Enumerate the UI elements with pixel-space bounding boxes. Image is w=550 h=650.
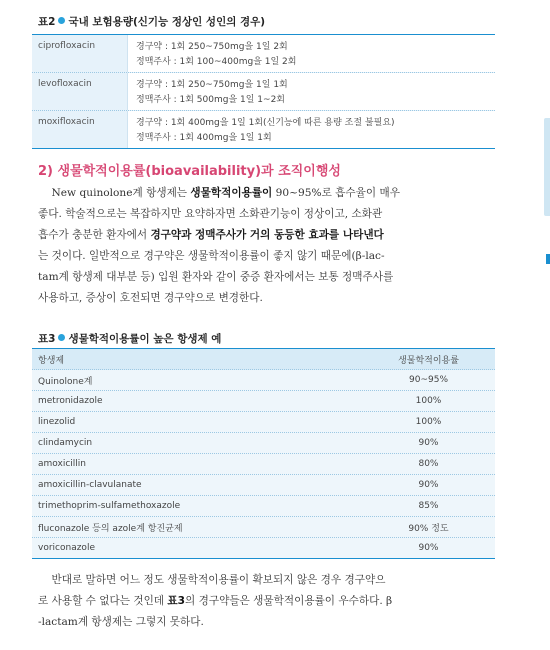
drug-name: linezolid [38,417,76,427]
table-row [32,73,495,111]
body-paragraph-1 [38,183,500,309]
table-row [32,412,495,433]
emphasis-text: 경구약과 정맥주사가 거의 동등한 효과를 나타낸다 [150,229,384,241]
table2 [32,34,495,149]
text-run: 흡수가 충분한 환자에서 [38,229,151,241]
column-header: 항생제 [38,355,65,366]
table3 [32,348,495,559]
table3-caption [38,331,221,346]
drug-name: moxifloxacin [38,117,95,127]
table-row [32,35,495,73]
side-index-tab [544,118,550,216]
paragraph-line: 는 것이다. 일반적으로 경구약은 생물학적이용률이 좋지 않기 때문에(β-lac- [38,250,385,262]
text-run: 로 사용할 수 없다는 것인데 [38,595,168,607]
bullet-icon [58,17,65,24]
paragraph-line [38,183,500,204]
bioavailability-value: 100% [415,396,442,406]
table-row [32,475,495,496]
bioavailability-value: 90% [418,480,439,490]
paragraph-line: tam계 항생제 대부분 등) 입원 환자와 같이 중증 환자에서는 보통 정맥주사를 [38,271,394,283]
table-row [32,538,495,558]
table3-number: 표3 [38,333,56,345]
drug-name: clindamycin [38,438,93,448]
oral-dose: 경구약 : 1회 250~750mg을 1일 1회 [136,80,288,90]
bullet-icon [58,334,65,341]
bioavailability-value: 80% [418,459,439,469]
bioavailability-value: 100% [415,417,442,427]
paragraph-line [38,225,500,246]
oral-dose: 경구약 : 1회 400mg을 1일 1회(신기능에 따른 용량 조절 불필요) [136,118,395,128]
drug-name: ciprofloxacin [38,41,96,51]
drug-name: metronidazole [38,396,103,406]
drug-name: amoxicillin [38,459,86,469]
oral-dose: 경구약 : 1회 250~750mg을 1일 2회 [136,42,288,52]
bioavailability-value: 90~95% [409,375,448,385]
dose-cell [127,111,495,148]
iv-dose: 정맥주사 : 1회 500mg을 1일 1~2회 [136,95,285,105]
table-row [32,433,495,454]
paragraph-line [38,591,500,612]
dose-cell [127,35,495,72]
paragraph-line: -lactam계 항생제는 그렇지 못하다. [38,616,204,628]
drug-name: fluconazole 등의 azole계 항진균제 [38,523,183,534]
dose-cell [127,73,495,110]
section-heading: 2) 생물학적이용률(bioavailability)과 조직이행성 [38,164,341,179]
table-row [32,391,495,412]
column-header: 생물학적이용률 [398,355,459,366]
table2-title: 국내 보험용량(신기능 정상인 성인의 경우) [68,16,266,28]
bioavailability-value: 85% [418,501,439,511]
iv-dose: 정맥주사 : 1회 100~400mg을 1일 2회 [136,57,297,67]
text-run: New quinolone계 항생제는 [51,187,191,199]
drug-name: amoxicillin-clavulanate [38,480,142,490]
table3-title: 생물학적이용률이 높은 항생제 예 [68,333,222,345]
drug-name: Quinolone계 [38,376,93,387]
paragraph-line: 사용하고, 증상이 호전되면 경구약으로 변경한다. [38,292,263,304]
paragraph-line: 좋다. 학술적으로는 복잡하지만 요약하자면 소화관기능이 정상이고, 소화관 [38,208,383,220]
drug-name: levofloxacin [38,79,92,89]
emphasis-text: 생물학적이용률이 [190,187,273,199]
drug-name: trimethoprim-sulfamethoxazole [38,501,181,511]
paragraph-line [38,570,500,591]
body-paragraph-2 [38,570,500,633]
table-row [32,111,495,148]
drug-name: voriconazole [38,543,95,553]
table-header-row [32,349,495,370]
table-reference: 표3 [167,595,186,607]
text-run: 90~95%로 흡수율이 매우 [272,187,400,199]
table-row [32,454,495,475]
text-run: 반대로 말하면 어느 정도 생물학적이용률이 확보되지 않은 경우 경구약으 [51,574,386,586]
table2-number: 표2 [38,16,56,28]
iv-dose: 정맥주사 : 1회 400mg을 1일 1회 [136,133,272,143]
bioavailability-value: 90% 정도 [408,523,449,534]
text-run: 의 경구약들은 생물학적이용률이 우수하다. β [185,595,393,607]
bioavailability-value: 90% [418,438,439,448]
table-row [32,370,495,391]
table-row [32,496,495,517]
bioavailability-value: 90% [418,543,439,553]
side-index-marker [546,254,550,264]
table-row [32,517,495,538]
table2-caption [38,14,265,29]
